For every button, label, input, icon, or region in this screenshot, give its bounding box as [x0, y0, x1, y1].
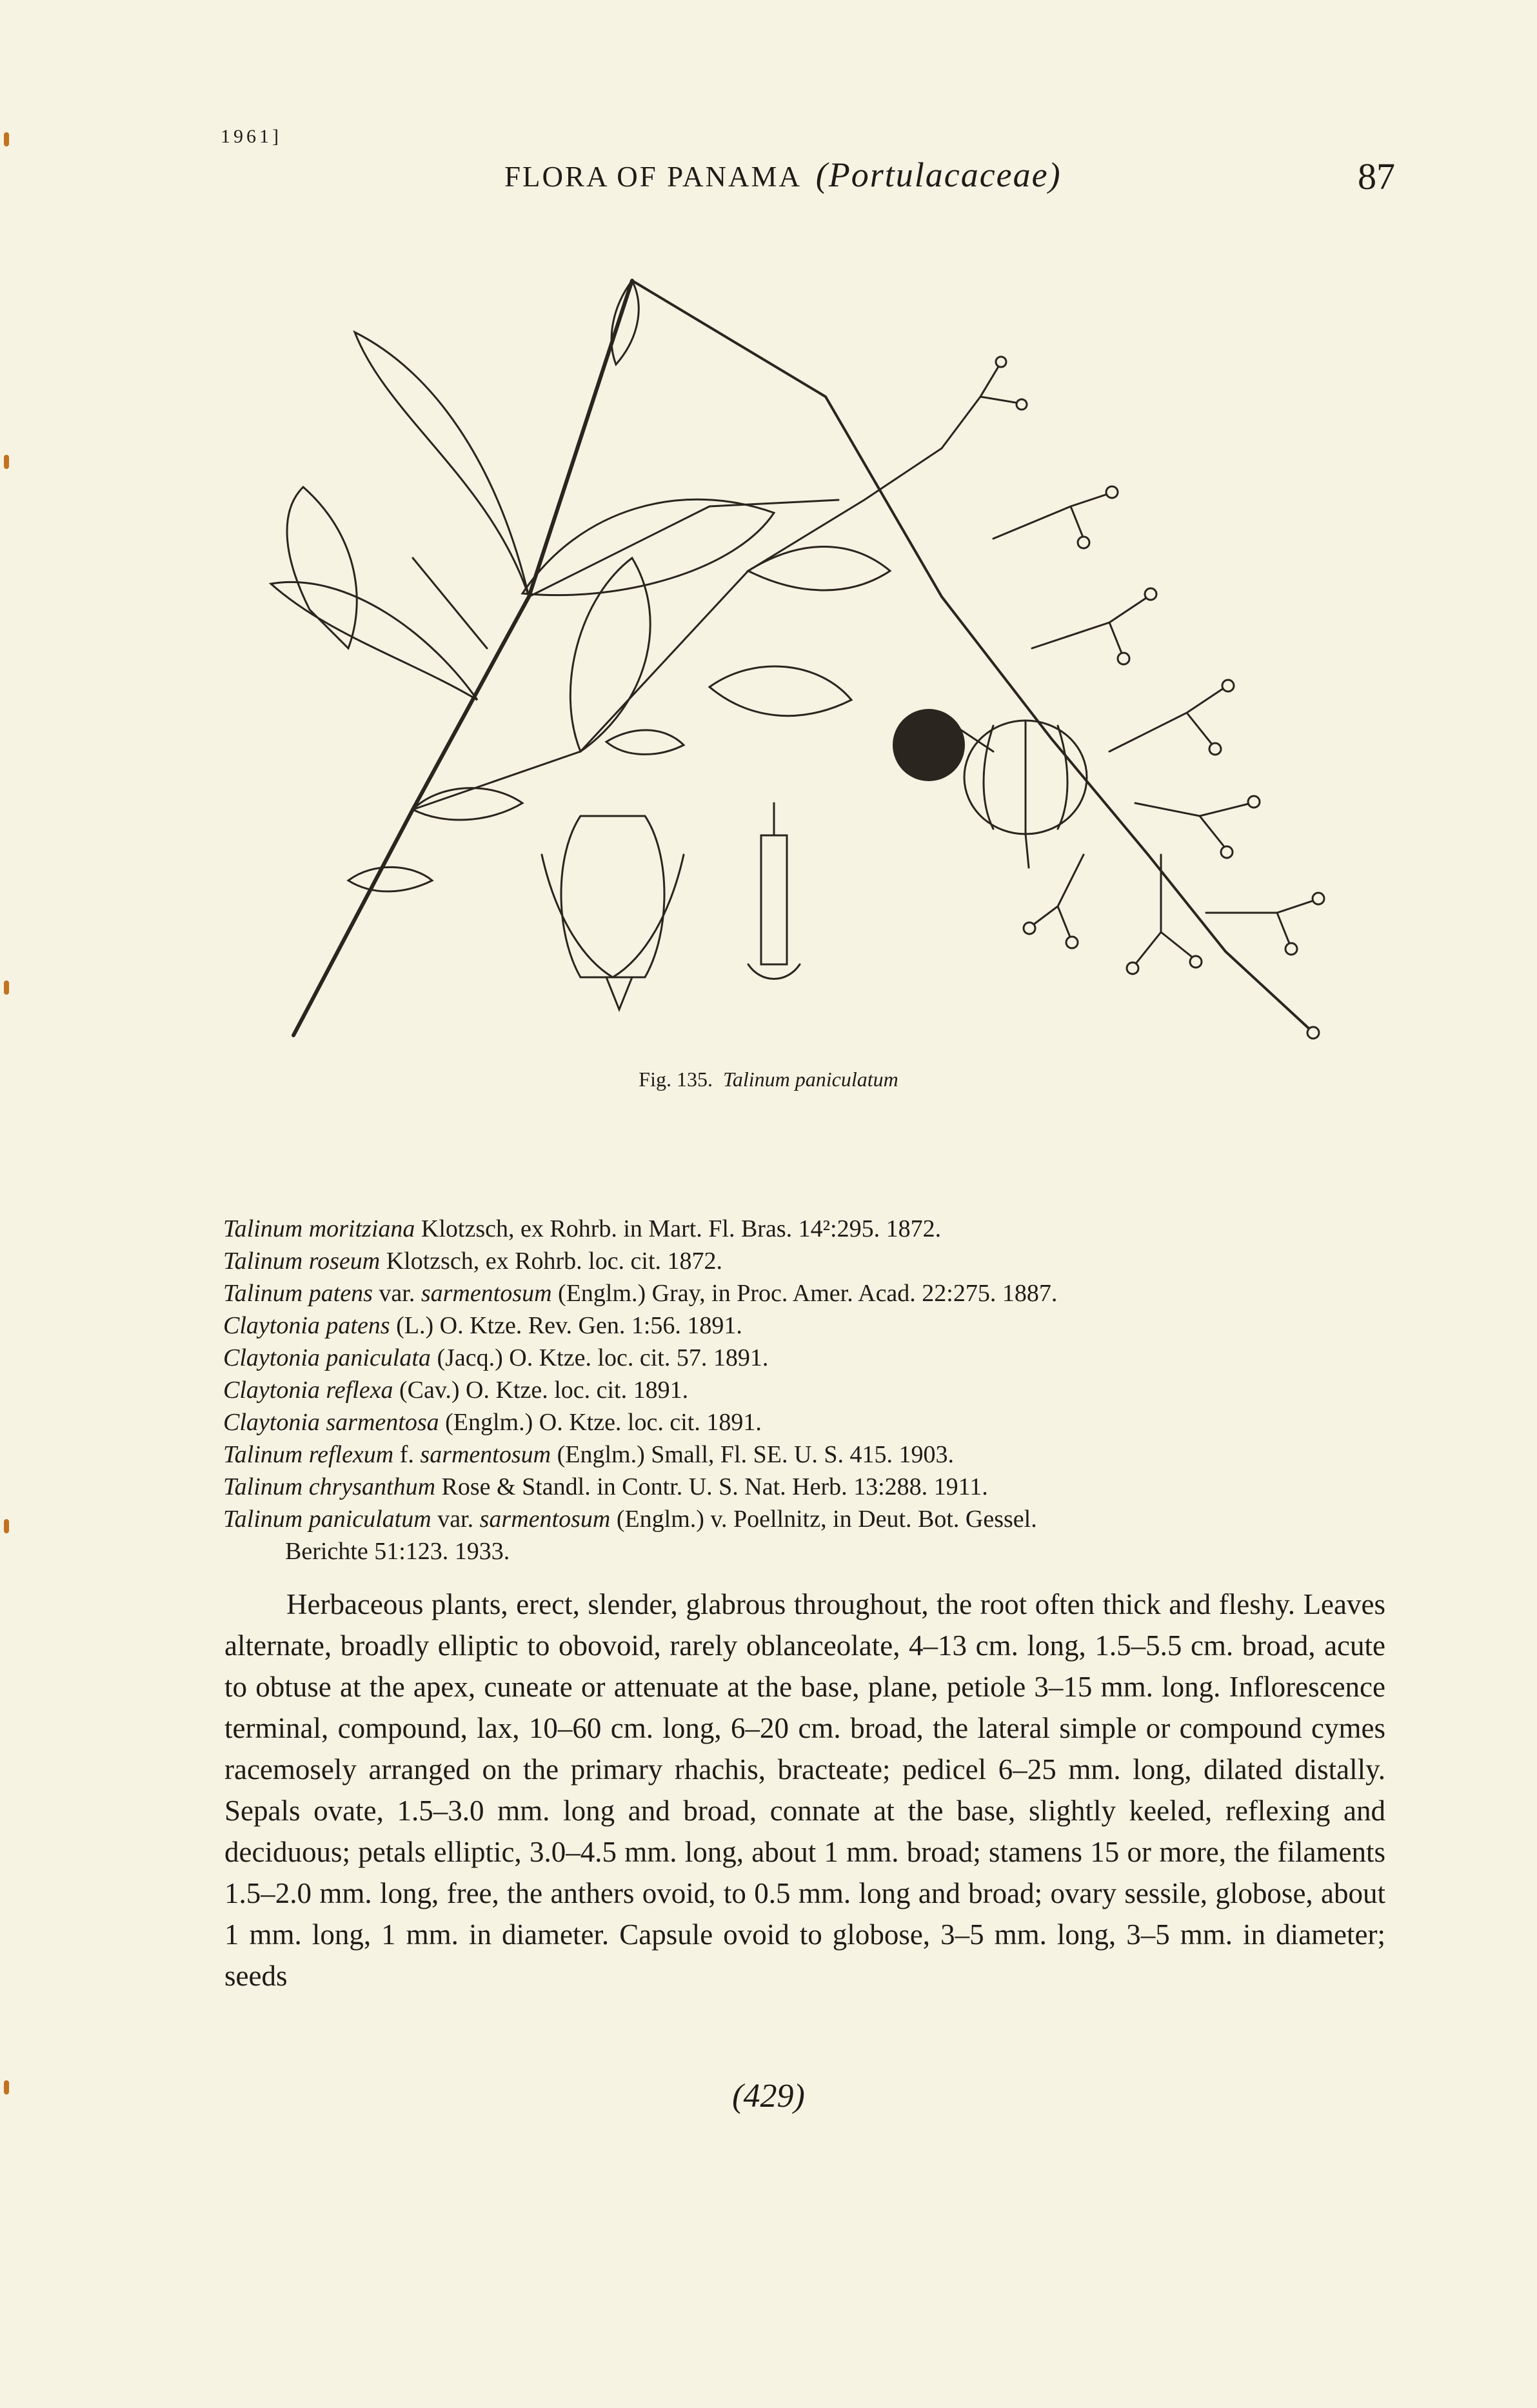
synonym-entry [223, 1503, 1384, 1535]
species-description [224, 1584, 1385, 1996]
synonym-name: Claytonia reflexa [223, 1377, 393, 1404]
page-edge-mark [4, 455, 9, 469]
synonym-name: Talinum moritziana [223, 1215, 415, 1242]
figure-caption [0, 1068, 1537, 1091]
page-edge-mark [4, 1519, 9, 1533]
synonym-entry [223, 1342, 1384, 1374]
synonym-entry [223, 1374, 1384, 1406]
synonym-name: Claytonia sarmentosa [223, 1409, 439, 1436]
running-head [504, 155, 1062, 195]
synonym-infraspecific-name: sarmentosum [479, 1506, 611, 1533]
page-edge-mark [4, 132, 9, 146]
synonym-entry [223, 1438, 1384, 1471]
synonym-name: Talinum paniculatum [223, 1506, 431, 1533]
synonym-entry [223, 1309, 1384, 1342]
figure-caption-name: Talinum paniculatum [722, 1068, 898, 1091]
botanical-illustration [219, 235, 1393, 1068]
synonym-citation: Klotzsch, ex Rohrb. in Mart. Fl. Bras. 14²:295. 1872. [415, 1215, 942, 1242]
synonym-citation: (L.) O. Ktze. Rev. Gen. 1:56. 1891. [390, 1312, 742, 1339]
synonym-entry [223, 1213, 1384, 1245]
synonym-continuation: Berichte 51:123. 1933. [285, 1538, 510, 1565]
running-head-family: (Portulacaceae) [815, 155, 1062, 194]
synonym-name: Talinum patens [223, 1280, 373, 1307]
header-year: 1961] [221, 126, 282, 147]
synonym-citation: var. [431, 1506, 480, 1533]
running-head-title: FLORA OF PANAMA [504, 161, 800, 193]
synonym-citation: (Englm.) Gray, in Proc. Amer. Acad. 22:275. 1887. [551, 1280, 1058, 1307]
synonym-citation: (Cav.) O. Ktze. loc. cit. 1891. [393, 1377, 689, 1404]
page-edge-mark [4, 980, 9, 995]
synonymy-list [223, 1213, 1384, 1567]
synonym-citation: (Jacq.) O. Ktze. loc. cit. 57. 1891. [430, 1344, 769, 1371]
synonym-name: Talinum roseum [223, 1248, 381, 1275]
synonym-entry [223, 1277, 1384, 1309]
description-paragraph: Herbaceous plants, erect, slender, glabrous throughout, the root often thick and fleshy. Leaves alternate, broadly elliptic to obovoid, rarely oblanceolate, 4–13 cm. long, 1.5–5.5 cm. broad, acute to obtuse at the apex, cuneate or attenuate at the base, plane, petiole 3–15 mm. long. Inflorescence terminal, compound, lax, 10–60 cm. long, 6–20 cm. broad, the lateral simple or compound cymes racemosely arranged on the primary rhachis, bracteate; pedicel 6–25 mm. long, dilated distally. Sepals ovate, 1.5–3.0 mm. long and broad, connate at the base, slightly keeled, reflexing and deciduous; petals elliptic, 3.0–4.5 mm. long, about 1 mm. broad; stamens 15 or more, the filaments 1.5–2.0 mm. long, free, the anthers ovoid, to 0.5 mm. long and broad; ovary sessile, globose, about 1 mm. long, 1 mm. in diameter. Capsule ovoid to globose, 3–5 mm. long, 3–5 mm. in diameter; seeds [224, 1588, 1385, 1992]
synonym-citation: (Englm.) O. Ktze. loc. cit. 1891. [439, 1409, 762, 1436]
synonym-citation: Rose & Standl. in Contr. U. S. Nat. Herb. 13:288. 1911. [435, 1473, 988, 1500]
synonym-name: Claytonia patens [223, 1312, 390, 1339]
synonym-citation: f. [393, 1441, 421, 1468]
figure-caption-label: Fig. 135. [639, 1068, 713, 1091]
page-number: 87 [1358, 155, 1395, 197]
synonym-citation: (Englm.) v. Poellnitz, in Deut. Bot. Gessel. [610, 1506, 1037, 1533]
synonym-entry [223, 1245, 1384, 1277]
folio-number: (429) [732, 2078, 805, 2114]
synonym-name: Talinum reflexum [223, 1441, 394, 1468]
synonym-name: Talinum chrysanthum [223, 1473, 436, 1500]
synonym-citation: (Englm.) Small, Fl. SE. U. S. 415. 1903. [551, 1441, 955, 1468]
synonym-infraspecific-name: sarmentosum [421, 1280, 552, 1307]
synonym-citation: Klotzsch, ex Rohrb. loc. cit. 1872. [380, 1248, 723, 1275]
synonym-citation: var. [372, 1280, 421, 1307]
plant-drawing-svg [219, 235, 1393, 1068]
synonym-entry [223, 1406, 1384, 1438]
synonym-entry [223, 1471, 1384, 1503]
synonym-infraspecific-name: sarmentosum [420, 1441, 551, 1468]
synonym-name: Claytonia paniculata [223, 1344, 431, 1371]
